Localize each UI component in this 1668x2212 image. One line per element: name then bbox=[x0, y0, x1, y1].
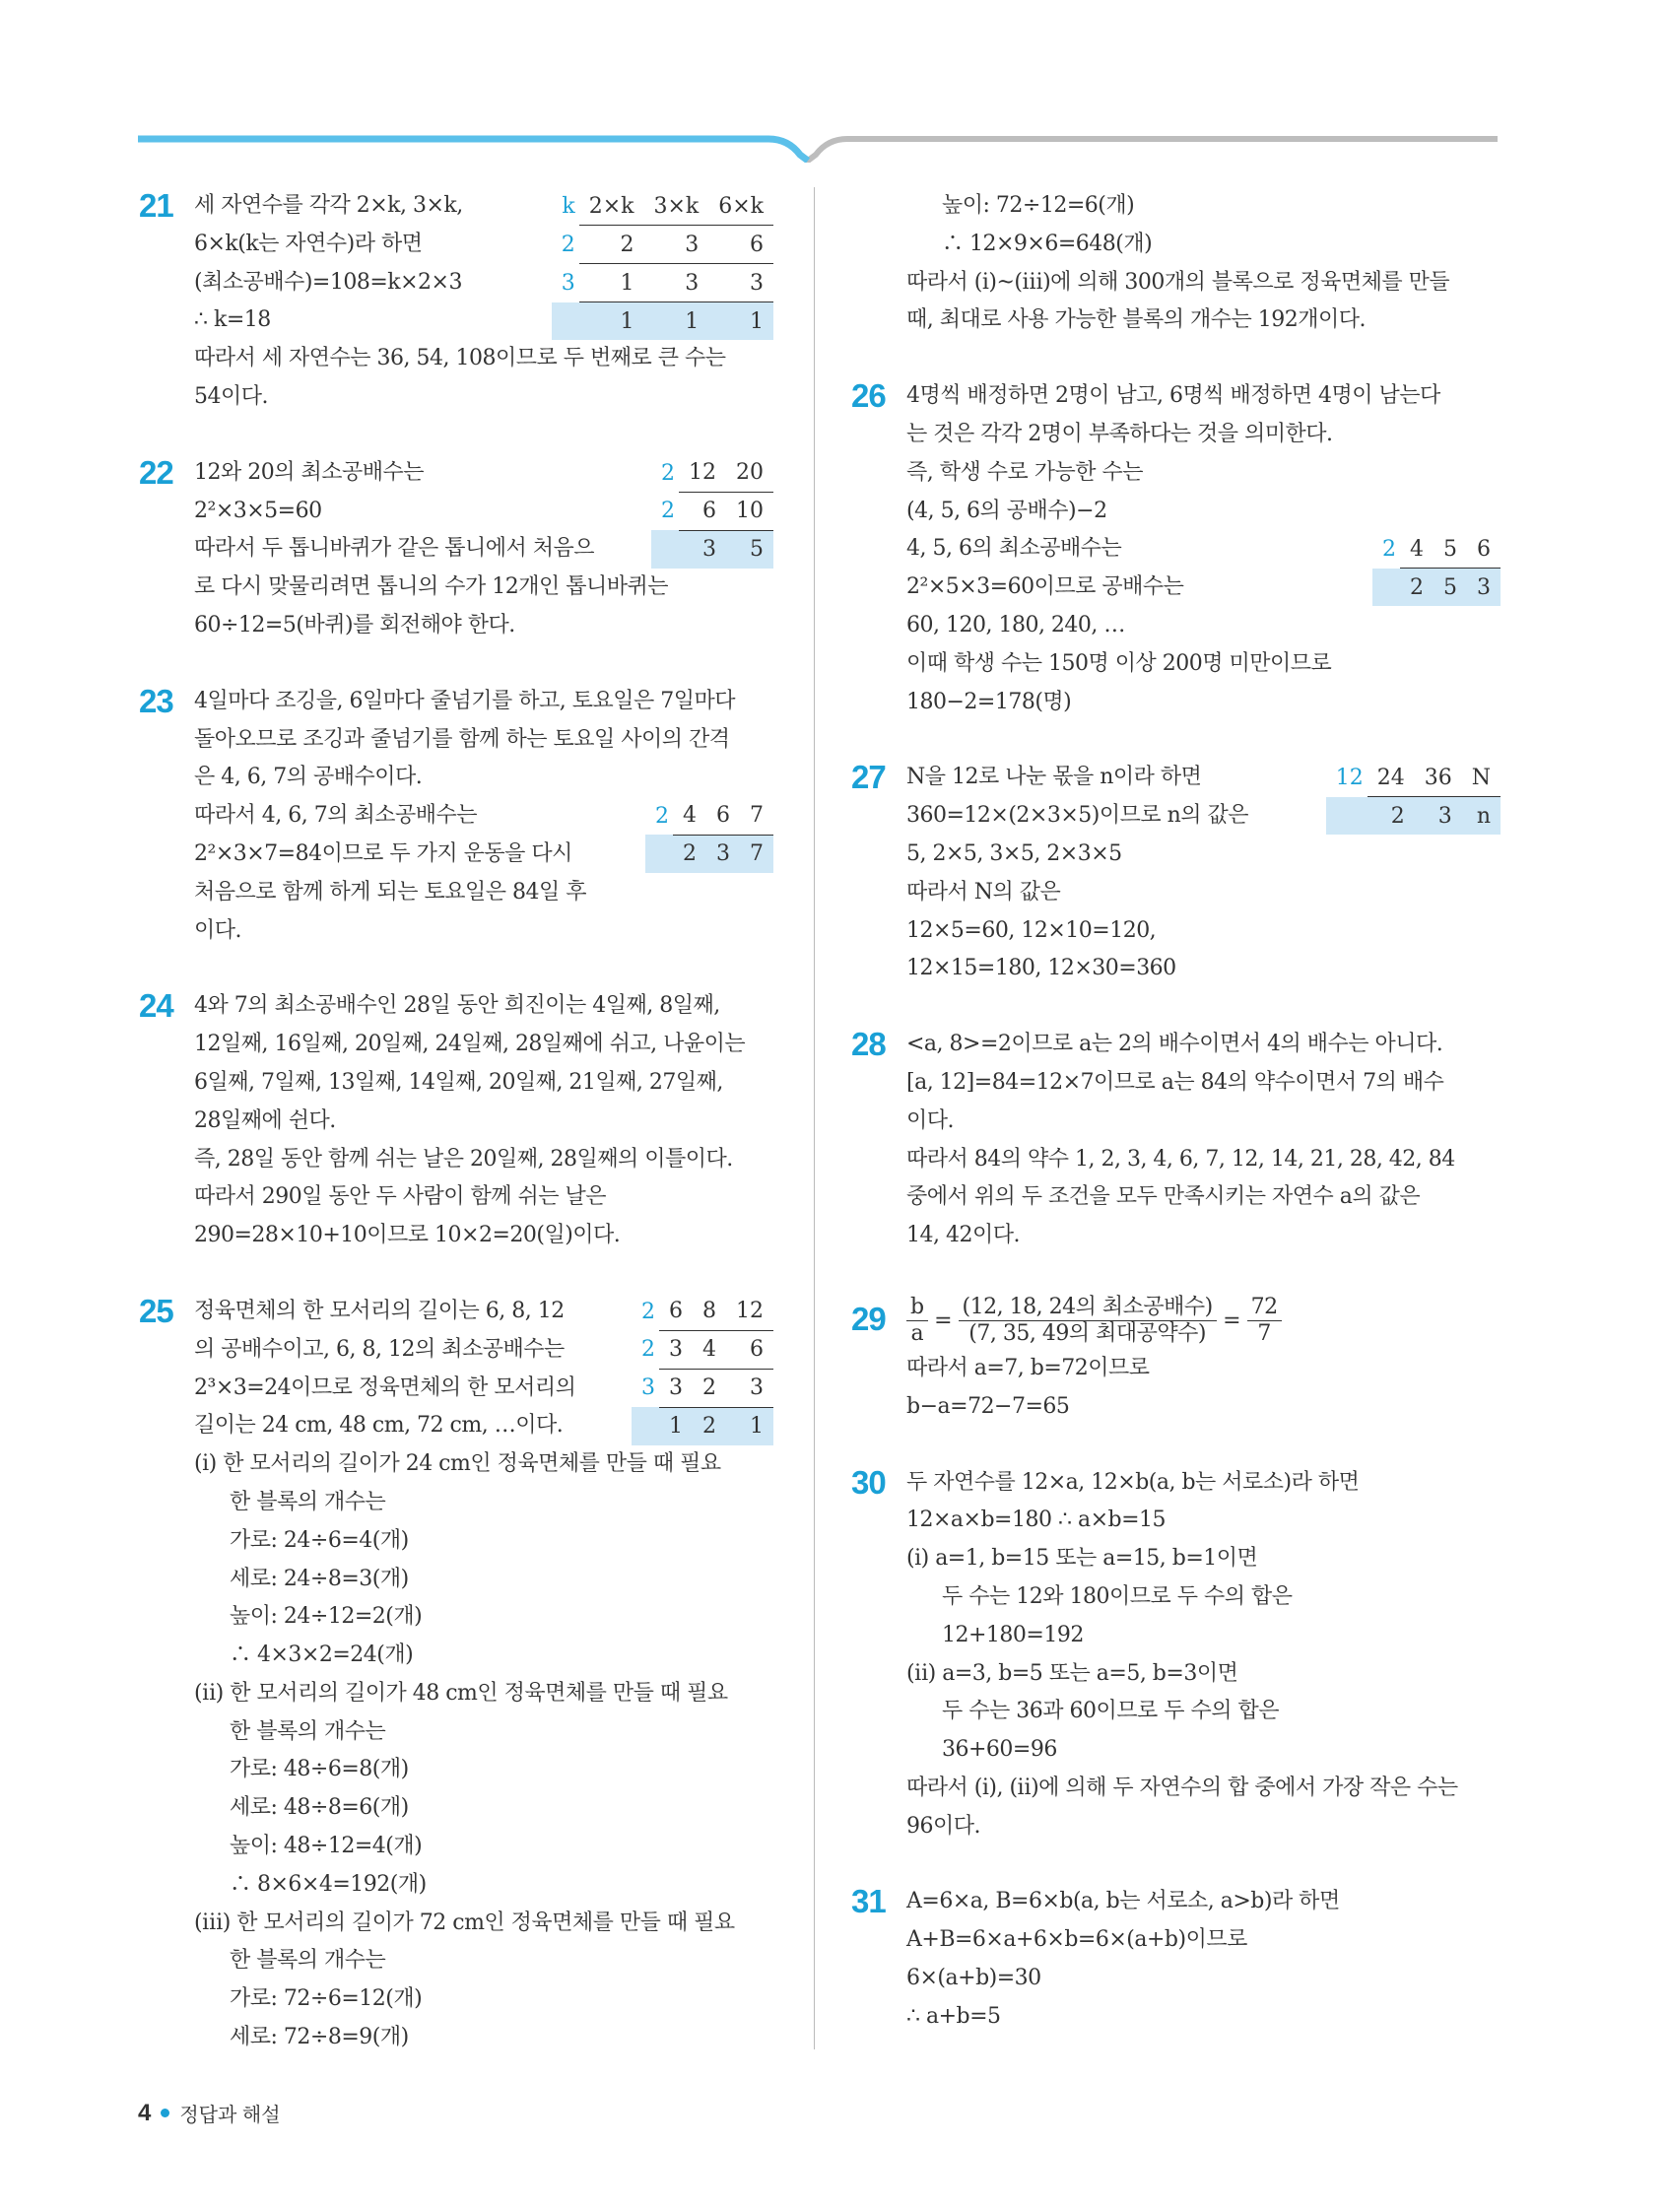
text-line: 길이는 24 cm, 48 cm, 72 cm, …이다. bbox=[194, 1413, 564, 1439]
text-line: 5, 2×5, 3×5, 2×3×5 bbox=[906, 840, 1122, 866]
text-line: 12×5=60, 12×10=120, bbox=[906, 917, 1157, 943]
problem-number: 21 bbox=[139, 187, 173, 224]
text-line: 290=28×10+10이므로 10×2=20(일)이다. bbox=[194, 1223, 621, 1248]
divisor: 2 bbox=[561, 232, 575, 257]
text-line: 은 4, 6, 7의 공배수이다. bbox=[194, 765, 423, 790]
case-line: (ⅱ) a=3, b=5 또는 a=5, b=3이면 bbox=[906, 1660, 1238, 1686]
text-line: 2²×3×7=84이므로 두 가지 운동을 다시 bbox=[194, 840, 572, 866]
text-line: 따라서 4, 6, 7의 최소공배수는 bbox=[194, 803, 477, 829]
text-line: 따라서 a=7, b=72이므로 bbox=[906, 1355, 1150, 1380]
text-line: 60÷12=5(바퀴)를 회전해야 한다. bbox=[194, 612, 515, 637]
text-line: 180−2=178(명) bbox=[906, 689, 1072, 714]
case-line: ∴ 12×9×6=648(개) bbox=[942, 231, 1153, 256]
fraction: $\frac{b}{a}$ bbox=[906, 1295, 928, 1347]
text-line: 28일째에 쉰다. bbox=[194, 1107, 336, 1133]
case-line: 세로: 48÷8=6(개) bbox=[230, 1795, 409, 1821]
division-ladder: 2 4 5 6 2 5 3 bbox=[1372, 530, 1501, 606]
text-line: 로 다시 맞물리려면 톱니의 수가 12개인 톱니바퀴는 bbox=[194, 574, 668, 600]
text-line: 이다. bbox=[906, 1107, 954, 1133]
problem-number: 25 bbox=[139, 1292, 173, 1329]
page-footer bbox=[138, 2099, 281, 2127]
text-line: 세 자연수를 각각 2×k, 3×k, bbox=[194, 193, 463, 218]
text-line: 4, 5, 6의 최소공배수는 bbox=[906, 536, 1122, 562]
problem-23 bbox=[139, 682, 773, 951]
problem-30 bbox=[851, 1463, 1501, 1846]
text-line: ∴ a+b=5 bbox=[906, 2003, 1001, 2029]
problem-29 bbox=[851, 1293, 1501, 1427]
text-line: 의 공배수이고, 6, 8, 12의 최소공배수는 bbox=[194, 1336, 565, 1362]
problem-number: 24 bbox=[139, 987, 173, 1025]
case-line: (ⅲ) 한 모서리의 길이가 72 cm인 정육면체를 만들 때 필요 bbox=[194, 1910, 735, 1935]
text-line: <a, 8>=2이므로 a는 2의 배수이면서 4의 배수는 아니다. bbox=[906, 1032, 1443, 1057]
text-line: 따라서 N의 값은 bbox=[906, 879, 1061, 905]
text-line: 이때 학생 수는 150명 이상 200명 미만이므로 bbox=[906, 650, 1332, 676]
case-line: 높이: 72÷12=6(개) bbox=[942, 193, 1135, 218]
text-line: 때, 최대로 사용 가능한 블록의 개수는 192개이다. bbox=[906, 307, 1366, 333]
text-line: 96이다. bbox=[906, 1813, 980, 1839]
case-line: (ⅰ) a=1, b=15 또는 a=15, b=1이면 bbox=[906, 1546, 1258, 1572]
text-line: 따라서 (ⅰ), (ⅱ)에 의해 두 자연수의 합 중에서 가장 작은 수는 bbox=[906, 1775, 1458, 1800]
case-line: 두 수는 12와 180이므로 두 수의 합은 bbox=[942, 1583, 1293, 1609]
case-line: 가로: 24÷6=4(개) bbox=[230, 1527, 409, 1553]
case-line: 36+60=96 bbox=[942, 1737, 1057, 1763]
case-line: ∴ 4×3×2=24(개) bbox=[230, 1642, 414, 1668]
text-line: 즉, 학생 수로 가능한 수는 bbox=[906, 459, 1143, 485]
header-decoration bbox=[138, 133, 1498, 163]
text-line: 2²×5×3=60이므로 공배수는 bbox=[906, 574, 1184, 600]
text-line: 처음으로 함께 하게 되는 토요일은 84일 후 bbox=[194, 879, 586, 905]
case-line: 세로: 24÷8=3(개) bbox=[230, 1566, 409, 1591]
text-line: 360=12×(2×3×5)이므로 n의 값은 bbox=[906, 803, 1249, 829]
fraction-equation: $\frac{b}{a}$ = $\frac{\text{(12, 18, 24의 최소공배수)}}{\text{(7, 35, 49의 최대공약수)}}$ = $\frac{72}{7}$ bbox=[906, 1293, 1501, 1350]
text-line: 6일째, 7일째, 13일째, 14일째, 20일째, 21일째, 27일째, bbox=[194, 1069, 723, 1095]
text-line: 따라서 290일 동안 두 사람이 함께 쉬는 날은 bbox=[194, 1184, 606, 1210]
text-line: 따라서 세 자연수는 36, 54, 108이므로 두 번째로 큰 수는 bbox=[194, 346, 726, 371]
text-line: N을 12로 나눈 몫을 n이라 하면 bbox=[906, 765, 1202, 790]
right-column bbox=[851, 187, 1501, 2074]
text-line: 따라서 84의 약수 1, 2, 3, 4, 6, 7, 12, 14, 21, 28, 42, 84 bbox=[906, 1146, 1455, 1172]
problem-26 bbox=[851, 377, 1501, 721]
case-line: 두 수는 36과 60이므로 두 수의 합은 bbox=[942, 1699, 1279, 1724]
text-line: 4일마다 조깅을, 6일마다 줄넘기를 하고, 토요일은 7일마다 bbox=[194, 688, 735, 713]
text-line: 60, 120, 180, 240, … bbox=[906, 612, 1125, 637]
division-ladder: k 2×k 3×k 6×k 2 2 3 6 3 1 3 3 1 1 1 bbox=[552, 187, 773, 340]
text-line: 정육면체의 한 모서리의 길이는 6, 8, 12 bbox=[194, 1298, 565, 1323]
text-line: 두 자연수를 12×a, 12×b(a, b는 서로소)라 하면 bbox=[906, 1469, 1360, 1495]
problem-number: 29 bbox=[851, 1300, 886, 1337]
column-divider bbox=[814, 187, 815, 2049]
text-line: 2³×3=24이므로 정육면체의 한 모서리의 bbox=[194, 1374, 576, 1400]
case-line: (ⅱ) 한 모서리의 길이가 48 cm인 정육면체를 만들 때 필요 bbox=[194, 1680, 728, 1706]
problem-25-continued bbox=[855, 187, 1501, 340]
text-line: 4명씩 배정하면 2명이 남고, 6명씩 배정하면 4명이 남는다 bbox=[906, 383, 1440, 409]
text-line: (최소공배수)=108=k×2×3 bbox=[194, 269, 462, 295]
case-line: ∴ 8×6×4=192(개) bbox=[230, 1871, 427, 1897]
problem-24 bbox=[139, 987, 773, 1255]
text-line: A=6×a, B=6×b(a, b는 서로소, a>b)라 하면 bbox=[906, 1889, 1340, 1914]
text-line: ∴ k=18 bbox=[194, 307, 271, 333]
text-line: 12×a×b=180 ∴ a×b=15 bbox=[906, 1508, 1167, 1533]
case-line: 12+180=192 bbox=[942, 1622, 1084, 1647]
problem-21 bbox=[139, 187, 773, 417]
problem-number: 28 bbox=[851, 1026, 886, 1063]
problem-22 bbox=[139, 453, 773, 645]
text-line: 6×(a+b)=30 bbox=[906, 1966, 1041, 1991]
division-ladder: 12 24 36 N 2 3 n bbox=[1326, 759, 1501, 835]
case-line: 높이: 24÷12=2(개) bbox=[230, 1604, 423, 1630]
division-ladder: 2 6 8 12 2 3 4 6 3 3 2 3 1 2 1 bbox=[632, 1293, 773, 1445]
case-line: 한 블록의 개수는 bbox=[230, 1489, 386, 1514]
divisor: 3 bbox=[561, 270, 575, 296]
division-ladder: 2 4 6 7 2 3 7 bbox=[645, 797, 773, 873]
fraction: $\frac{72}{7}$ bbox=[1247, 1295, 1282, 1347]
text-line: 4와 7의 최소공배수인 28일 동안 희진이는 4일째, 8일째, bbox=[194, 993, 720, 1019]
text-line: 2²×3×5=60 bbox=[194, 498, 322, 523]
case-line: 세로: 72÷8=9(개) bbox=[230, 2025, 409, 2050]
text-line: 14, 42이다. bbox=[906, 1223, 1020, 1248]
problem-27 bbox=[851, 759, 1501, 988]
text-line: 따라서 (ⅰ)~(ⅲ)에 의해 300개의 블록으로 정육면체를 만들 bbox=[906, 269, 1450, 295]
text-line: A+B=6×a+6×b=6×(a+b)이므로 bbox=[906, 1927, 1247, 1953]
text-line: 6×k(k는 자연수)라 하면 bbox=[194, 231, 423, 256]
text-line: b−a=72−7=65 bbox=[906, 1393, 1070, 1419]
text-line: 이다. bbox=[194, 917, 241, 943]
fraction: $\frac{\text{(12, 18, 24의 최소공배수)}}{\text{(7, 35, 49의 최대공약수)}}$ bbox=[959, 1295, 1217, 1347]
text-line: 는 것은 각각 2명이 부족하다는 것을 의미한다. bbox=[906, 421, 1333, 446]
bullet-icon bbox=[161, 2109, 169, 2117]
problem-number: 23 bbox=[139, 682, 173, 719]
division-ladder: 2 12 20 2 6 10 3 5 bbox=[651, 454, 773, 569]
problem-number: 22 bbox=[139, 453, 173, 491]
text-line: 54이다. bbox=[194, 383, 268, 409]
footer-label: 정답과 해설 bbox=[179, 2105, 281, 2126]
page-number: 4 bbox=[138, 2099, 152, 2126]
case-line: 가로: 48÷6=8(개) bbox=[230, 1757, 409, 1782]
problem-25 bbox=[139, 1292, 773, 2057]
problem-number: 31 bbox=[851, 1883, 886, 1920]
case-line: 한 블록의 개수는 bbox=[230, 1948, 386, 1974]
left-column bbox=[139, 187, 773, 2095]
problem-28 bbox=[851, 1026, 1501, 1255]
problem-31 bbox=[851, 1883, 1501, 2036]
text-line: 12와 20의 최소공배수는 bbox=[194, 459, 424, 485]
divisor: k bbox=[562, 193, 575, 219]
text-line: 12×15=180, 12×30=360 bbox=[906, 956, 1176, 981]
text-line: (4, 5, 6의 공배수)−2 bbox=[906, 498, 1107, 523]
text-line: 즉, 28일 동안 함께 쉬는 날은 20일째, 28일째의 이틀이다. bbox=[194, 1146, 733, 1172]
problem-number: 30 bbox=[851, 1463, 886, 1501]
text-line: [a, 12]=84=12×7이므로 a는 84의 약수이면서 7의 배수 bbox=[906, 1069, 1444, 1095]
case-line: 높이: 48÷12=4(개) bbox=[230, 1834, 423, 1859]
problem-number: 26 bbox=[851, 377, 886, 415]
case-line: 가로: 72÷6=12(개) bbox=[230, 1986, 423, 2012]
case-line: (ⅰ) 한 모서리의 길이가 24 cm인 정육면체를 만들 때 필요 bbox=[194, 1451, 721, 1477]
problem-number: 27 bbox=[851, 759, 886, 796]
case-line: 한 블록의 개수는 bbox=[230, 1718, 386, 1744]
text-line: 중에서 위의 두 조건을 모두 만족시키는 자연수 a의 값은 bbox=[906, 1184, 1421, 1210]
text-line: 따라서 두 톱니바퀴가 같은 톱니에서 처음으 bbox=[194, 536, 595, 562]
text-line: 돌아오므로 조깅과 줄넘기를 함께 하는 토요일 사이의 간격 bbox=[194, 726, 730, 752]
text-line: 12일째, 16일째, 20일째, 24일째, 28일째에 쉬고, 나윤이는 bbox=[194, 1032, 746, 1057]
